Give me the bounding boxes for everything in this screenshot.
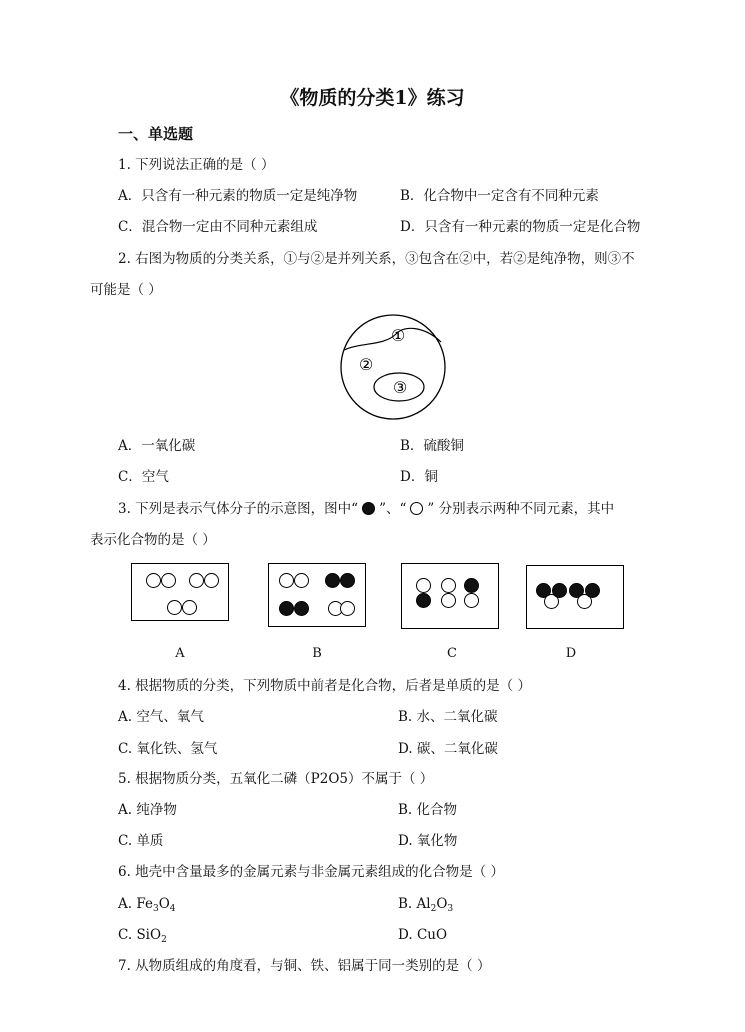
section-heading: 一、单选题 [118,125,194,143]
question-6-option-c: C. SiO$_2$ [118,927,167,945]
question-6-option-b: B. $Al_2O_3$ [398,896,454,914]
question-1-stem: 1. 下列说法正确的是（ ） [118,157,275,173]
question-5-option-b: B. 化合物 [398,802,458,818]
classification-diagram [334,312,454,422]
formula-a: $Fe_3O_4$ [136,896,176,914]
molecule-label-b: B [312,646,322,661]
question-3-stem-line1: 3. 下列是表示气体分子的示意图，图中“ ”、“ ” 分别表示两种不同元素，其中 [118,501,615,517]
question-6-option-a: A. $Fe_3O_4$ [118,896,176,914]
question-2-option-c: C．空气 [118,469,169,485]
question-1-option-d: D．只含有一种元素的物质一定是化合物 [400,219,641,235]
question-7-stem: 7. 从物质组成的角度看，与铜、铁、铝属于同一类别的是（ ） [118,958,491,974]
hollow-atom-icon [410,502,423,515]
formula-b: $Al_2O_3$ [416,896,454,914]
question-2-option-a: A．一氧化碳 [118,438,196,454]
molecule-label-d: D [565,646,577,661]
molecule-label-a: A [175,646,185,661]
question-1-option-b: B．化合物中一定含有不同种元素 [400,188,599,204]
diagram-label-3: ③ [392,378,408,397]
question-5-option-c: C. 单质 [118,833,164,849]
question-1-option-c: C．混合物一定由不同种元素组成 [118,219,318,235]
molecule-box-c [401,563,499,629]
molecule-box-d [526,565,624,629]
diagram-label-2: ② [358,355,374,374]
question-6-stem: 6. 地壳中含量最多的金属元素与非金属元素组成的化合物是（ ） [118,864,504,880]
filled-atom-icon [362,502,375,515]
question-1-option-a: A．只含有一种元素的物质一定是纯净物 [118,188,358,204]
question-4-option-c: C. 氧化铁、氢气 [118,741,218,757]
diagram-label-1: ① [390,326,406,345]
molecule-box-a [131,563,229,621]
question-3-stem-line2: 表示化合物的是（ ） [90,532,216,548]
question-4-option-b: B. 水、二氧化碳 [398,709,498,725]
question-6-option-d: D. CuO [398,927,448,943]
question-2-option-b: B．硫酸铜 [400,438,464,454]
question-2-stem-line2: 可能是（ ） [90,282,162,298]
question-4-stem: 4. 根据物质的分类，下列物质中前者是化合物，后者是单质的是（ ） [118,678,531,694]
question-2-option-d: D．铜 [400,469,438,485]
page-title: 《物质的分类1》练习 [280,87,465,109]
question-5-option-a: A. 纯净物 [118,802,177,818]
question-4-option-d: D. 碳、二氧化碳 [398,741,498,757]
molecule-box-b [268,563,366,627]
question-5-option-d: D. 氧化物 [398,833,458,849]
question-4-option-a: A. 空气、氧气 [118,709,204,725]
formula-c: SiO$_2$ [136,927,167,945]
question-2-stem-line1: 2. 右图为物质的分类关系，①与②是并列关系，③包含在②中，若②是纯净物，则③不 [118,251,635,267]
molecule-label-c: C [447,646,457,661]
question-5-stem: 5. 根据物质分类，五氧化二磷（P2O5）不属于（ ） [118,771,434,787]
formula-d: CuO [416,927,448,943]
